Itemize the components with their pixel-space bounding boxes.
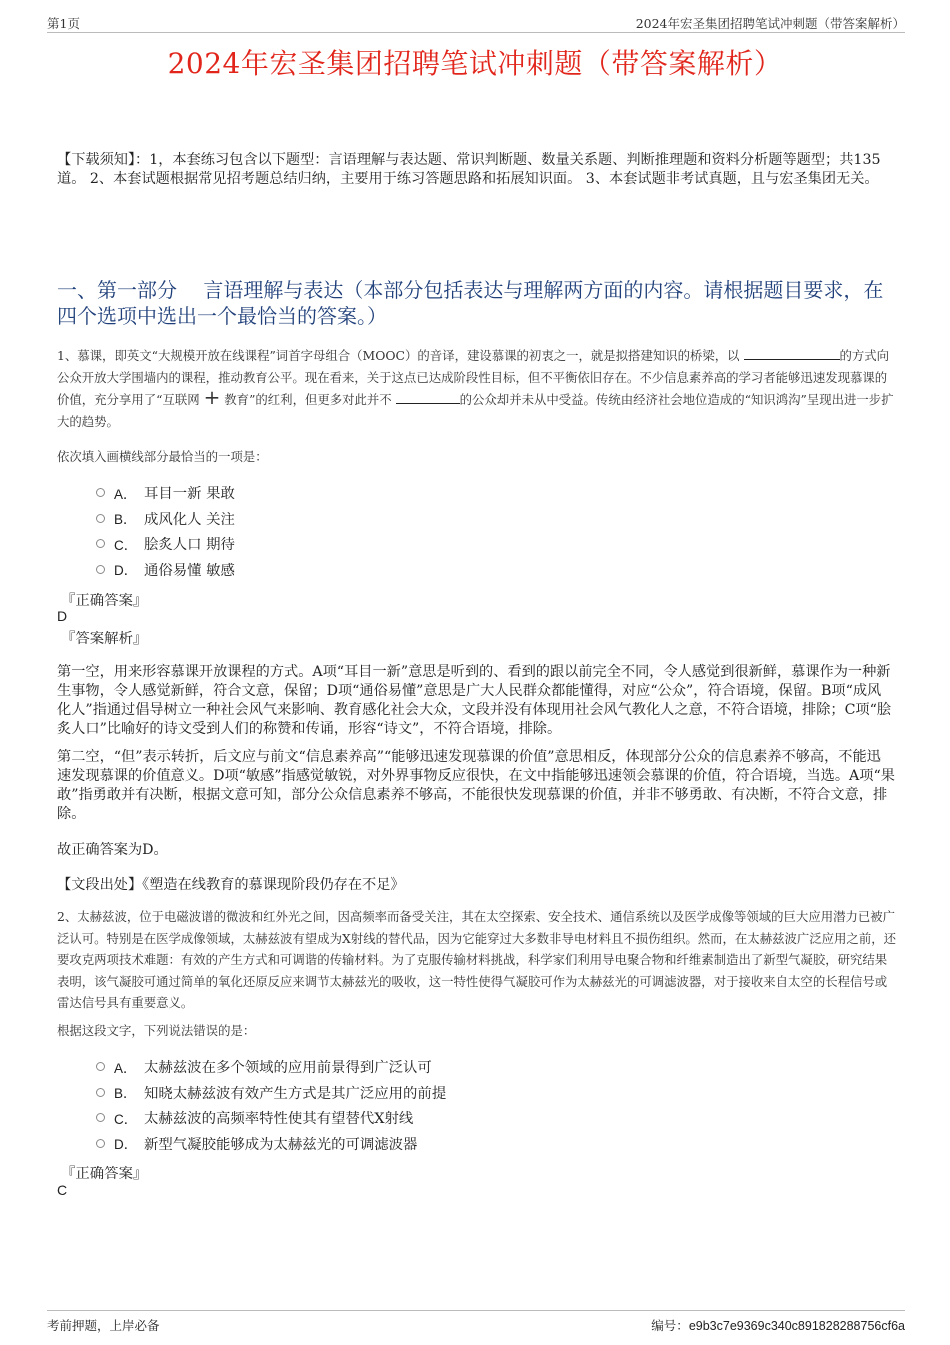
q1-answer-label: 『正确答案』 <box>61 593 148 609</box>
serial-code: e9b3c7e9369c340c891828288756cf6a <box>688 1319 905 1333</box>
radio-icon[interactable] <box>96 1062 105 1071</box>
q1-answer: D <box>57 608 68 624</box>
download-notice: 【下载须知】：1，本套练习包含以下题型：言语理解与表达题、常识判断题、数量关系题、判断推理题和资料分析题等题型；共135道。 2、本套试题根据常见招考题总结归纳，主要用于练习答题思路和拓展知识面。 3、本套试题非考试真题，且与宏圣集团无关。 <box>57 152 881 187</box>
radio-icon[interactable] <box>96 514 105 523</box>
radio-icon[interactable] <box>96 539 105 548</box>
radio-icon[interactable] <box>96 1088 105 1097</box>
q1-options <box>96 480 235 582</box>
q1-option-c[interactable]: C． 脍炙人口 期待 <box>96 531 235 557</box>
q1-option-a[interactable]: A． 耳目一新 果敢 <box>96 480 235 506</box>
question-1-text <box>57 345 897 433</box>
q1-analysis-2: 第二空，“但”表示转折，后文应与前文“信息素养高”“能够迅速发现慕课的价值”意思相反，体现部分公众的信息素养不够高，不能迅速发现慕课的价值意义。D项“敏感”指感觉敏锐，对外界事物反应很快，在文中指能够迅速领会慕课的价值，符合语境，当选。A项“果敢”指勇敢并有决断，根据文意可知，部分公众信息素养不够高，不能很快发现慕课的价值，并非不够勇敢、有决断，不符合文意，排除。 <box>57 749 895 822</box>
footer-slogan: 考前押题，上岸必备 <box>47 1318 160 1333</box>
q1-source: 【文段出处】《塑造在线教育的慕课现阶段仍存在不足》 <box>57 877 405 893</box>
q1-option-b[interactable]: B． 成风化人 关注 <box>96 506 235 532</box>
q2-option-a[interactable]: A． 太赫兹波在多个领域的应用前景得到广泛认可 <box>96 1054 446 1080</box>
page-title: 2024年宏圣集团招聘笔试冲刺题（带答案解析） <box>167 47 783 80</box>
q1-option-d[interactable]: D． 通俗易懂 敏感 <box>96 557 235 583</box>
q2-prompt: 根据这段文字，下列说法错误的是： <box>57 1023 256 1038</box>
q1-text-d: 的公众却并未从中受益。传统由经济社会地位造成的“知识鸿沟”呈现出进一步扩大的趋势。 <box>57 392 894 429</box>
q1-text-b: 的方式向公众开放大学围墙内的课程，推动教育公平。现在看来，关于这点已达成阶段性目标，但不平衡依旧存在。不少信息素养高的学习者能够迅速发现慕课的价值，充分享用了“互联网 <box>57 348 890 407</box>
fill-blank-2 <box>396 391 460 404</box>
radio-icon[interactable] <box>96 488 105 497</box>
header-doc-title: 2024年宏圣集团招聘笔试冲刺题（带答案解析） <box>635 16 905 31</box>
q2-options <box>96 1054 446 1156</box>
fill-blank-1 <box>744 347 840 360</box>
q2-answer-label: 『正确答案』 <box>61 1166 148 1182</box>
page-number: 第1页 <box>47 16 80 31</box>
q2-option-b[interactable]: B． 知晓太赫兹波有效产生方式是其广泛应用的前提 <box>96 1080 446 1106</box>
q2-option-d[interactable]: D． 新型气凝胶能够成为太赫兹光的可调滤波器 <box>96 1131 446 1157</box>
q1-analysis-label: 『答案解析』 <box>61 631 148 647</box>
q2-answer: C <box>57 1182 68 1198</box>
radio-icon[interactable] <box>96 565 105 574</box>
q1-prompt: 依次填入画横线部分最恰当的一项是： <box>57 449 268 464</box>
q2-option-c[interactable]: C． 太赫兹波的高频率特性使其有望替代X射线 <box>96 1105 446 1131</box>
section-title: 一、第一部分 言语理解与表达（本部分包括表达与理解两方面的内容。请根据题目要求，在四个选项中选出一个最恰当的答案。） <box>57 278 884 328</box>
page-footer <box>47 1310 905 1335</box>
plus-sign: + <box>203 385 221 409</box>
q1-text-a: 1、慕课，即英文“大规模开放在线课程”词首字母组合（MOOC）的音译，建设慕课的初衷之一，就是拟搭建知识的桥梁，以 <box>57 348 744 363</box>
question-2-text: 2、太赫兹波，位于电磁波谱的微波和红外光之间，因高频率而备受关注，其在太空探索、安全技术、通信系统以及医学成像等领域的巨大应用潜力已被广泛认可。特别是在医学成像领域，太赫兹波有望成为X射线的替代品，因为它能穿过大多数非导电材料且不损伤组织。然而，在太赫兹波广泛应用之前，还要攻克两项技术难题：有效的产生方式和可调谐的传输材料。为了克服传输材料挑战，科学家们利用导电聚合物和纤维素制造出了新型气凝胶，研究结果表明，该气凝胶可通过简单的氧化还原反应来调节太赫兹光的吸收，这一特性使得气凝胶可作为太赫兹光的可调滤波器，对于接收来自太空的长程信号或雷达信号具有重要意义。 <box>57 909 896 1010</box>
footer-serial: 编号：e9b3c7e9369c340c891828288756cf6a <box>651 1318 905 1333</box>
radio-icon[interactable] <box>96 1113 105 1122</box>
page-header <box>47 14 905 33</box>
q1-conclusion: 故正确答案为D。 <box>57 842 168 858</box>
q1-analysis-1: 第一空，用来形容慕课开放课程的方式。A项“耳目一新”意思是听到的、看到的跟以前完全不同，令人感觉到很新鲜，慕课作为一种新生事物，令人感觉新鲜，符合文意，保留；D项“通俗易懂”意思是广大人民群众都能懂得，对应“公众”，符合语境，保留。B项“成风化人”指通过倡导树立一种社会风气来影响、教育感化社会大众，文段并没有体现用社会风气教化人之意，不符合语境，排除；C项“脍炙人口”比喻好的诗文受到人们的称赞和传诵，形容“诗文”，不符合语境，排除。 <box>57 664 892 737</box>
q1-text-c: 教育”的红利，但更多对此并不 <box>220 392 396 407</box>
radio-icon[interactable] <box>96 1139 105 1148</box>
